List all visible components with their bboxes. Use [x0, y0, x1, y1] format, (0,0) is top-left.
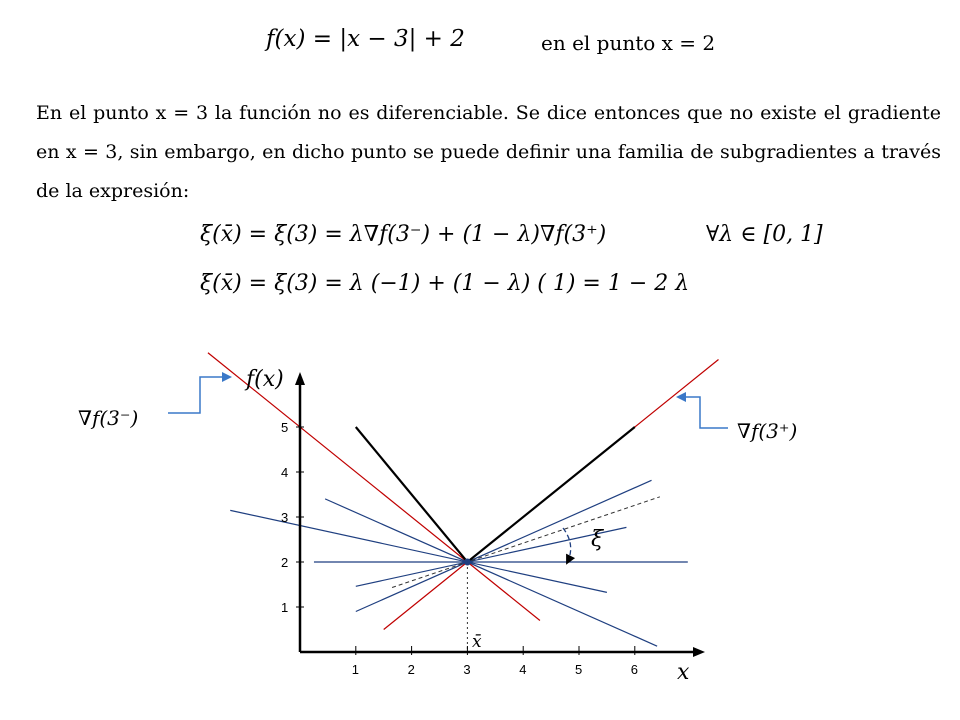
y-axis-title: f(x): [246, 367, 284, 392]
paragraph-line-1: En el punto x = 3 la función no es diferenciable. Se dice entonces que no existe el gradiente: [36, 102, 941, 124]
xi-angle-arc: [563, 528, 571, 563]
y-tick-label-4: 4: [281, 465, 289, 480]
y-tick-label-3: 3: [281, 510, 289, 525]
grad-left-label: ∇f(3⁻): [78, 406, 139, 430]
x-tick-label-2: 2: [407, 662, 415, 677]
subgradient-point: [464, 559, 471, 566]
paragraph-line-2: en x = 3, sin embargo, en dicho punto se puede definir una familia de subgradientes a través: [36, 141, 941, 163]
x-tick-label-3: 3: [463, 662, 471, 677]
subgradient-evaluation: ξ(x̄) = ξ(3) = λ (−1) + (1 − λ) ( 1) = 1 − 2 λ: [200, 271, 690, 296]
reference-dashed-line: [392, 497, 660, 588]
tangent-line-left: [208, 353, 540, 621]
subgradient-equation: ξ(x̄) = ξ(3) = λ∇f(3⁻) + (1 − λ)∇f(3⁺): [200, 222, 607, 247]
x-tick-label-6: 6: [630, 662, 639, 677]
x-axis-arrow: [693, 647, 705, 657]
x-tick-label-1: 1: [351, 662, 360, 677]
function-formula: f(x) = |x − 3| + 2: [266, 26, 465, 52]
y-tick-label-2: 2: [281, 555, 289, 570]
xi-label: ξ: [591, 527, 604, 552]
paragraph-line-3: de la expresión:: [36, 180, 190, 202]
x-tick-label-5: 5: [575, 662, 583, 677]
y-axis-arrow: [295, 372, 305, 385]
xbar-label: x̄: [472, 632, 482, 652]
subgradient-line-4: [356, 527, 627, 586]
grad-right-callout: [678, 397, 728, 428]
x-axis-title: x: [677, 660, 690, 685]
subgradient-line-1: [325, 499, 657, 646]
grad-left-callout: [168, 377, 230, 413]
grad-right-label: ∇f(3⁺): [737, 419, 798, 443]
lambda-range: ∀λ ∈ [0, 1]: [706, 222, 823, 247]
y-tick-label-1: 1: [281, 600, 289, 615]
evaluation-point-text: en el punto x = 2: [541, 31, 716, 55]
x-tick-label-4: 4: [519, 662, 527, 677]
y-tick-label-5: 5: [281, 420, 289, 435]
